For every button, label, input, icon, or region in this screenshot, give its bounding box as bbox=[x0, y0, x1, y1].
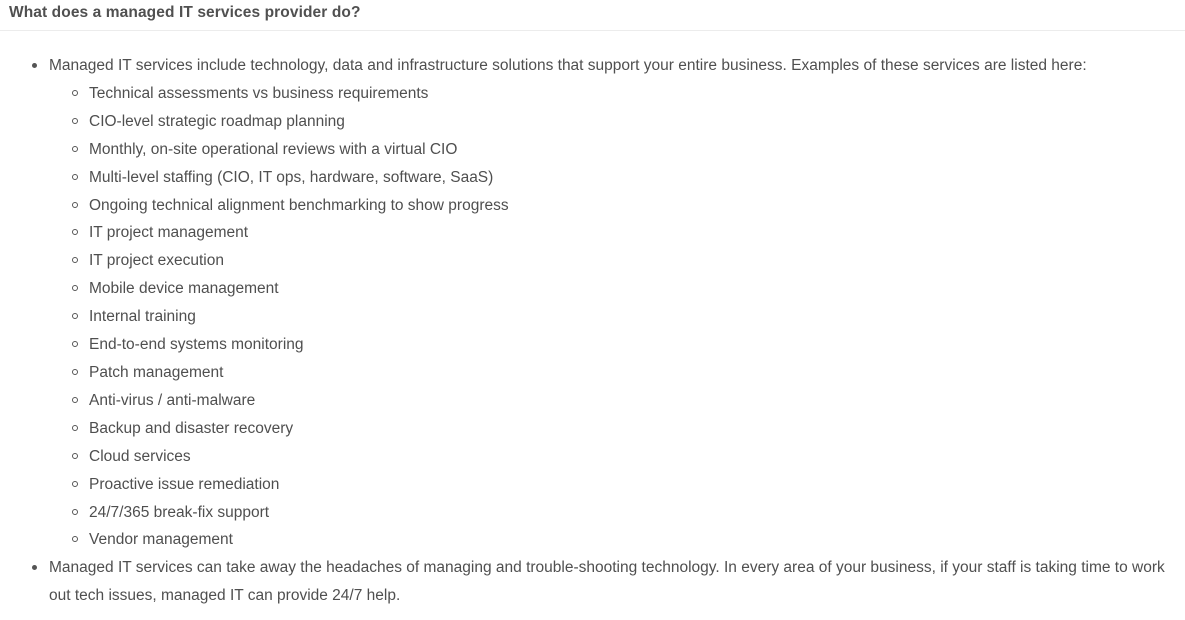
bullet-disc-icon bbox=[32, 565, 37, 570]
service-label: Cloud services bbox=[89, 447, 191, 465]
service-label: Patch management bbox=[89, 363, 224, 381]
service-list-item bbox=[49, 359, 1177, 387]
service-list-item bbox=[49, 219, 1177, 247]
bullet-circle-icon bbox=[72, 285, 78, 291]
service-list-item bbox=[49, 526, 1177, 554]
service-label: Proactive issue remediation bbox=[89, 475, 280, 493]
service-list-item bbox=[49, 136, 1177, 164]
service-label: Anti-virus / anti-malware bbox=[89, 391, 256, 409]
service-list-item bbox=[49, 303, 1177, 331]
service-list-item bbox=[49, 331, 1177, 359]
service-list-item bbox=[49, 275, 1177, 303]
bullet-circle-icon bbox=[72, 397, 78, 403]
bullet-circle-icon bbox=[72, 425, 78, 431]
service-list-item bbox=[49, 164, 1177, 192]
bullet-circle-icon bbox=[72, 229, 78, 235]
bullet-circle-icon bbox=[72, 202, 78, 208]
bullet-disc-icon bbox=[32, 63, 37, 68]
bullet-circle-icon bbox=[72, 536, 78, 542]
service-label: IT project execution bbox=[89, 252, 224, 270]
service-label: IT project management bbox=[89, 224, 249, 242]
bullet-circle-icon bbox=[72, 257, 78, 263]
bullet-circle-icon bbox=[72, 369, 78, 375]
bullet-circle-icon bbox=[72, 90, 78, 96]
service-label: CIO-level strategic roadmap planning bbox=[89, 112, 345, 130]
answer-text: Managed IT services can take away the headaches of managing and trouble-shooting technology. In every area of your business, if your staff is taking time to work out tech issues, managed IT can provide 24/7 help. bbox=[49, 559, 1165, 605]
bullet-circle-icon bbox=[72, 453, 78, 459]
service-label: End-to-end systems monitoring bbox=[89, 336, 304, 354]
faq-question-heading[interactable]: What does a managed IT services provider do? bbox=[0, 0, 1185, 31]
service-label: 24/7/365 break-fix support bbox=[89, 503, 270, 521]
service-label: Technical assessments vs business requirements bbox=[89, 84, 429, 102]
bullet-circle-icon bbox=[72, 118, 78, 124]
service-label: Mobile device management bbox=[89, 280, 279, 298]
service-list-item bbox=[49, 192, 1177, 220]
service-list-item bbox=[49, 247, 1177, 275]
service-list-item bbox=[49, 387, 1177, 415]
bullet-circle-icon bbox=[72, 174, 78, 180]
bullet-circle-icon bbox=[72, 341, 78, 347]
answer-list-item bbox=[0, 554, 1185, 610]
answer-list bbox=[0, 52, 1185, 610]
service-list-item bbox=[49, 443, 1177, 471]
bullet-circle-icon bbox=[72, 313, 78, 319]
services-sublist bbox=[49, 80, 1177, 554]
service-label: Backup and disaster recovery bbox=[89, 419, 294, 437]
bullet-circle-icon bbox=[72, 146, 78, 152]
service-label: Ongoing technical alignment benchmarking to show progress bbox=[89, 196, 509, 214]
answer-list-item bbox=[0, 52, 1185, 554]
service-list-item bbox=[49, 499, 1177, 527]
answer-text: Managed IT services include technology, data and infrastructure solutions that support your entire business. Examples of these services are listed here: bbox=[49, 57, 1087, 74]
service-list-item bbox=[49, 108, 1177, 136]
service-label: Multi-level staffing (CIO, IT ops, hardware, software, SaaS) bbox=[89, 168, 494, 186]
service-label: Monthly, on-site operational reviews with a virtual CIO bbox=[89, 140, 458, 158]
service-list-item bbox=[49, 415, 1177, 443]
service-list-item bbox=[49, 471, 1177, 499]
service-label: Vendor management bbox=[89, 531, 233, 549]
service-list-item bbox=[49, 80, 1177, 108]
bullet-circle-icon bbox=[72, 509, 78, 515]
service-label: Internal training bbox=[89, 308, 196, 326]
bullet-circle-icon bbox=[72, 481, 78, 487]
